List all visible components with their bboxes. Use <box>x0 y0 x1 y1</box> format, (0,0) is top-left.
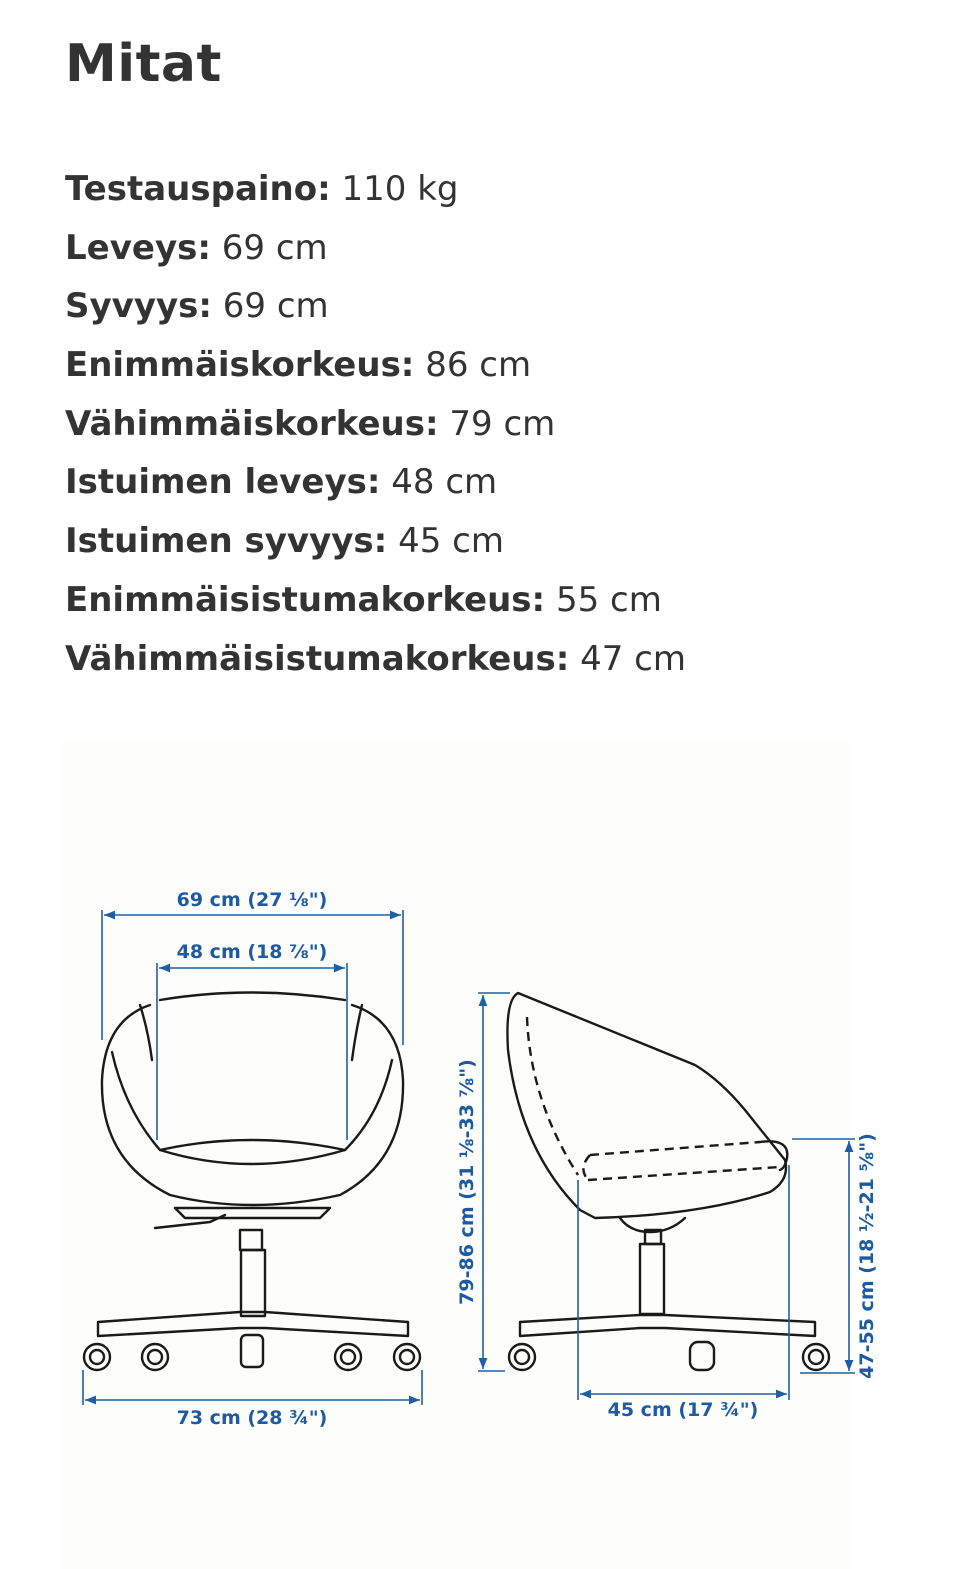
seat-width-label: 48 cm (18 ⅞") <box>176 941 328 963</box>
spec-label: Vähimmäisistumakorkeus: <box>65 638 570 679</box>
base-width-label: 73 cm (28 ¾") <box>176 1407 328 1429</box>
spec-value: 55 cm <box>555 579 662 620</box>
spec-label: Enimmäisistumakorkeus: <box>65 579 546 620</box>
height-label: 79-86 cm (31 ⅛-33 ⅞") <box>456 1059 478 1305</box>
spec-value: 86 cm <box>425 345 532 386</box>
overall-width-label: 69 cm (27 ⅛") <box>176 889 328 911</box>
spec-value: 47 cm <box>580 638 686 679</box>
seat-height-label: 47-55 cm (18 ½-21 ⅝") <box>856 1133 878 1379</box>
side-view-chair <box>507 993 829 1370</box>
spec-label: Istuimen syvyys: <box>65 521 388 562</box>
front-dimensions <box>83 889 422 1429</box>
spec-label: Leveys: <box>65 227 211 268</box>
spec-label: Istuimen leveys: <box>65 462 381 503</box>
spec-label: Testauspaino: <box>65 169 331 209</box>
spec-label: Vähimmäiskorkeus: <box>65 403 439 444</box>
spec-label: Enimmäiskorkeus: <box>65 345 415 386</box>
spec-value: 79 cm <box>449 403 556 444</box>
spec-value: 45 cm <box>398 521 504 562</box>
spec-label: Syvyys: <box>65 286 212 327</box>
spec-value: 69 cm <box>222 286 329 327</box>
spec-value: 48 cm <box>391 462 498 503</box>
side-dimensions <box>456 993 878 1421</box>
front-view-chair <box>84 993 420 1371</box>
spec-value: 110 kg <box>341 169 459 209</box>
seat-depth-label: 45 cm (17 ¾") <box>607 1399 759 1421</box>
page-title: Mitat <box>65 34 222 94</box>
spec-value: 69 cm <box>221 227 328 268</box>
